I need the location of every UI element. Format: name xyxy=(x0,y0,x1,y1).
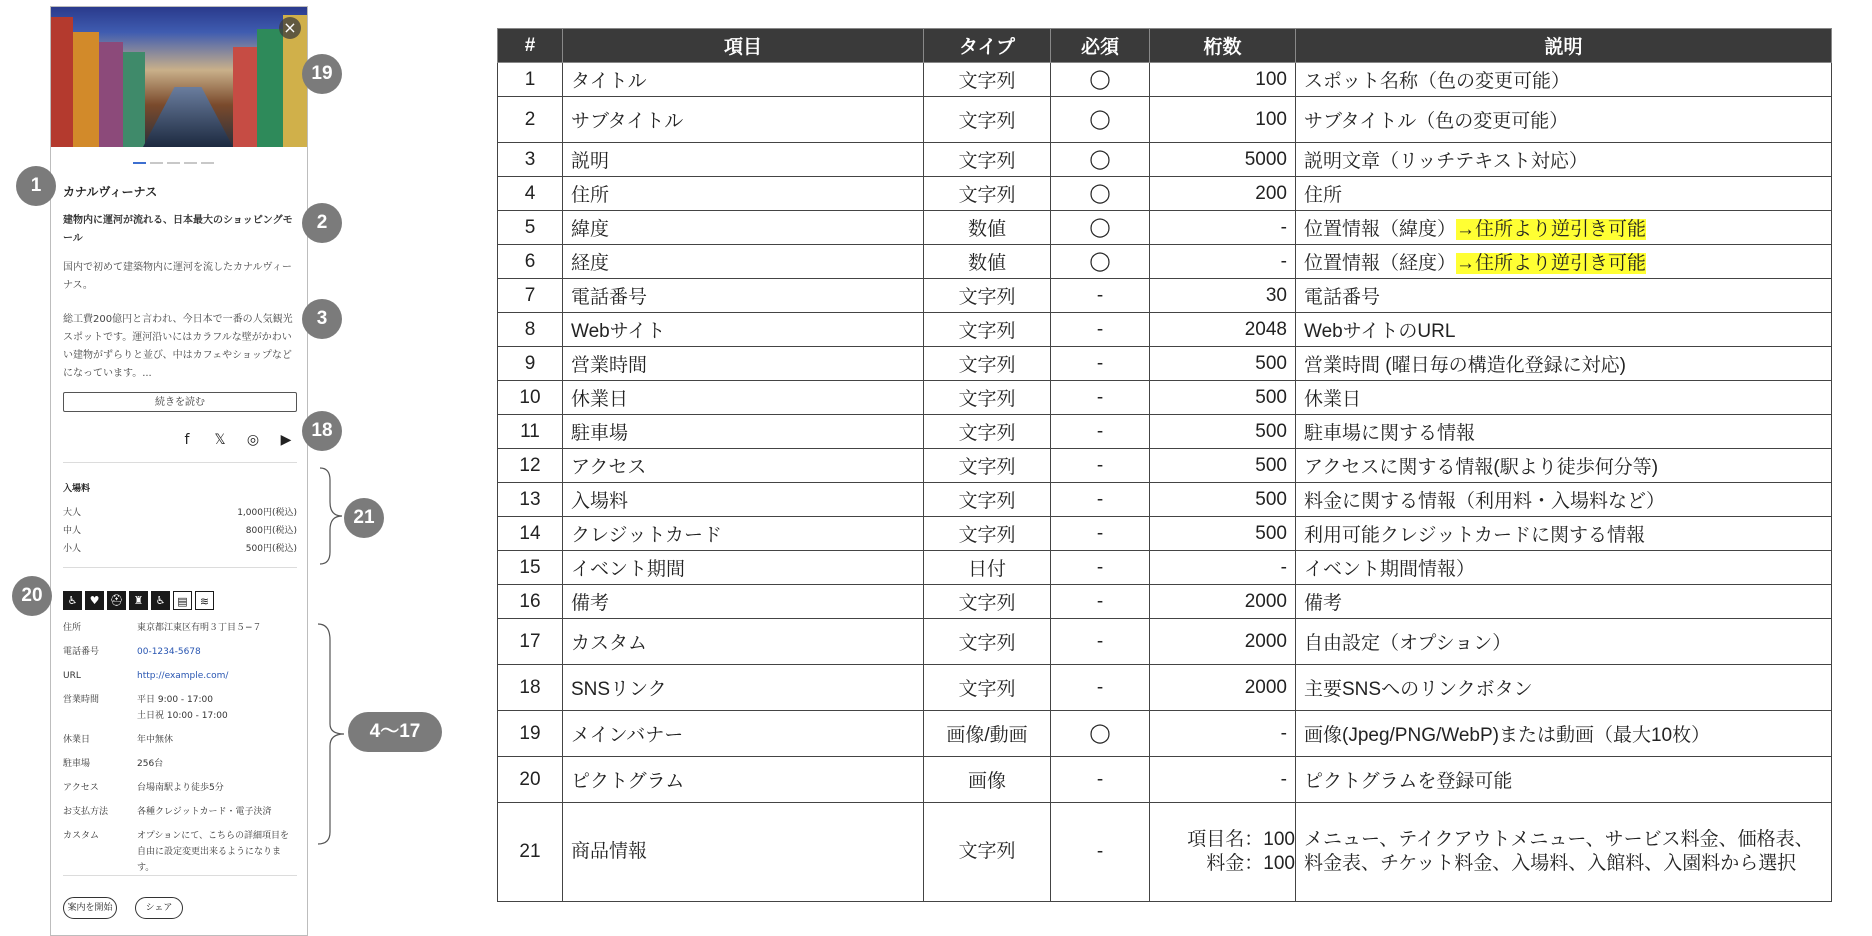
divider xyxy=(63,875,297,876)
cell-required: ◯ xyxy=(1051,245,1150,279)
cell-desc: ピクトグラムを登録可能 xyxy=(1296,757,1832,803)
spot-description-lead: 国内で初めて建築物内に運河を流したカナルヴィーナス。 xyxy=(63,262,292,291)
cell-digits: - xyxy=(1150,711,1296,757)
cell-item: アクセス xyxy=(563,449,924,483)
header-no: # xyxy=(498,29,563,63)
cell-no: 13 xyxy=(498,483,563,517)
cell-required: - xyxy=(1051,665,1150,711)
info-value: 各種クレジットカード・電子決済 xyxy=(137,807,272,817)
info-label: 駐車場 xyxy=(63,759,91,769)
cell-type: 文字列 xyxy=(924,347,1051,381)
cell-digits: 500 xyxy=(1150,517,1296,551)
table-row xyxy=(498,381,1832,415)
cell-required: - xyxy=(1051,517,1150,551)
callout-19: 19 xyxy=(302,54,342,94)
cell-required: - xyxy=(1051,619,1150,665)
cell-no: 1 xyxy=(498,63,563,97)
cell-item: サブタイトル xyxy=(563,97,924,143)
cell-desc: 営業時間 (曜日毎の構造化登録に対応) xyxy=(1296,347,1832,381)
cell-digits: 500 xyxy=(1150,381,1296,415)
desc-highlight: →住所より逆引き可能 xyxy=(1456,253,1647,274)
digits-price: 料金：100 xyxy=(1206,853,1295,874)
cell-required: ◯ xyxy=(1051,711,1150,757)
cell-required: ◯ xyxy=(1051,211,1150,245)
table-row xyxy=(498,347,1832,381)
cell-required: - xyxy=(1051,449,1150,483)
cell-no: 15 xyxy=(498,551,563,585)
table-row xyxy=(498,711,1832,757)
desc-text: 位置情報（緯度） xyxy=(1304,219,1457,240)
table-row xyxy=(498,585,1832,619)
carousel-dot[interactable] xyxy=(150,162,163,164)
cell-desc: 電話番号 xyxy=(1296,279,1832,313)
cell-no: 8 xyxy=(498,313,563,347)
spot-description-body: 総工費200億円と言われ、今日本で一番の人気観光スポットです。運河沿いにはカラフルな壁がかわいい建物がずらりと並び、中はカフェやショップなどになっています。... xyxy=(63,314,293,379)
cell-item: メインバナー xyxy=(563,711,924,757)
cell-digits: - xyxy=(1150,551,1296,585)
cell-no: 19 xyxy=(498,711,563,757)
cell-required: - xyxy=(1051,803,1150,902)
accessible-toilet-icon: ♿ xyxy=(151,591,170,610)
cell-item: タイトル xyxy=(563,63,924,97)
cell-no: 12 xyxy=(498,449,563,483)
header-type: タイプ xyxy=(924,29,1051,63)
carousel-dot[interactable] xyxy=(201,162,214,164)
cell-desc: メニュー、テイクアウトメニュー、サービス料金、価格表、料金表、チケット料金、入場料、入館料、入園料から選択 xyxy=(1296,803,1832,902)
cell-type: 画像 xyxy=(924,757,1051,803)
cell-item: 緯度 xyxy=(563,211,924,245)
cell-digits: 500 xyxy=(1150,347,1296,381)
cell-type: 画像/動画 xyxy=(924,711,1051,757)
start-guide-button[interactable]: 案内を開始 xyxy=(63,897,117,919)
cell-desc: WebサイトのURL xyxy=(1296,313,1832,347)
fee-label: 小人 xyxy=(63,544,82,554)
table-row xyxy=(498,415,1832,449)
table-row xyxy=(498,757,1832,803)
spot-subtitle: 建物内に運河が流れる、日本最大のショッピングモール xyxy=(63,215,293,244)
callout-3: 3 xyxy=(302,299,342,339)
cell-item: 駐車場 xyxy=(563,415,924,449)
header-required: 必須 xyxy=(1051,29,1150,63)
table-row xyxy=(498,245,1832,279)
cell-required: - xyxy=(1051,757,1150,803)
cell-item: イベント期間 xyxy=(563,551,924,585)
table-row xyxy=(498,63,1832,97)
cell-digits: 500 xyxy=(1150,449,1296,483)
table-row xyxy=(498,313,1832,347)
cell-required: - xyxy=(1051,585,1150,619)
info-label: 休業日 xyxy=(63,735,91,745)
table-row xyxy=(498,449,1832,483)
cell-digits: 100 xyxy=(1150,63,1296,97)
cell-desc: 主要SNSへのリンクボタン xyxy=(1296,665,1832,711)
cell-no: 14 xyxy=(498,517,563,551)
cell-desc: 画像(Jpeg/PNG/WebP)または動画（最大10枚） xyxy=(1296,711,1832,757)
cell-type: 文字列 xyxy=(924,381,1051,415)
cell-item: 電話番号 xyxy=(563,279,924,313)
read-more-button[interactable]: 続きを読む xyxy=(63,392,297,412)
wheelchair-icon: ♿ xyxy=(63,591,82,610)
table-row xyxy=(498,665,1832,711)
aed-icon: ♥ xyxy=(85,591,104,610)
cell-desc: 備考 xyxy=(1296,585,1832,619)
desc-highlight: →住所より逆引き可能 xyxy=(1456,219,1647,240)
cell-no: 5 xyxy=(498,211,563,245)
cell-item: 入場料 xyxy=(563,483,924,517)
fee-label: 中人 xyxy=(63,526,82,536)
brace-fee xyxy=(320,468,342,564)
cell-type: 文字列 xyxy=(924,585,1051,619)
fee-label: 大人 xyxy=(63,508,82,518)
cell-required: - xyxy=(1051,279,1150,313)
callout-2: 2 xyxy=(302,203,342,243)
cell-no: 6 xyxy=(498,245,563,279)
table-row xyxy=(498,551,1832,585)
wifi-icon: ≋ xyxy=(195,591,214,610)
cell-desc: イベント期間情報） xyxy=(1296,551,1832,585)
cell-item: 経度 xyxy=(563,245,924,279)
pictogram-list xyxy=(63,591,214,610)
fee-price: 1,000円(税込) xyxy=(237,508,297,518)
cell-required: ◯ xyxy=(1051,177,1150,211)
table-row xyxy=(498,517,1832,551)
info-label: 営業時間 xyxy=(63,695,100,705)
info-label: アクセス xyxy=(63,783,99,793)
cell-digits: 200 xyxy=(1150,177,1296,211)
cell-desc: 利用可能クレジットカードに関する情報 xyxy=(1296,517,1832,551)
cell-item: SNSリンク xyxy=(563,665,924,711)
fee-heading: 入場料 xyxy=(63,484,91,494)
cell-no: 2 xyxy=(498,97,563,143)
cell-desc: サブタイトル（色の変更可能） xyxy=(1296,97,1832,143)
info-label: カスタム xyxy=(63,831,100,841)
cell-item: 休業日 xyxy=(563,381,924,415)
website-link[interactable]: http://example.com/ xyxy=(137,671,229,681)
cell-type: 文字列 xyxy=(924,143,1051,177)
cell-digits: 100 xyxy=(1150,97,1296,143)
cell-no: 3 xyxy=(498,143,563,177)
callout-4-17: 4〜17 xyxy=(348,712,442,752)
table-row xyxy=(498,211,1832,245)
cell-type: 文字列 xyxy=(924,97,1051,143)
table-row xyxy=(498,97,1832,143)
fee-row xyxy=(63,505,297,518)
cell-digits: 5000 xyxy=(1150,143,1296,177)
cell-desc: 自由設定（オプション） xyxy=(1296,619,1832,665)
first-aid-icon: ⛑ xyxy=(107,591,126,610)
cell-type: 文字列 xyxy=(924,803,1051,902)
main-banner-image[interactable] xyxy=(51,7,308,147)
callout-18: 18 xyxy=(302,411,342,451)
cell-no: 20 xyxy=(498,757,563,803)
cell-digits: 2048 xyxy=(1150,313,1296,347)
table-row xyxy=(498,279,1832,313)
callout-21: 21 xyxy=(344,498,384,538)
cell-digits: - xyxy=(1150,757,1296,803)
cell-item: 住所 xyxy=(563,177,924,211)
info-value: 256台 xyxy=(137,759,164,769)
cell-item: 営業時間 xyxy=(563,347,924,381)
share-button[interactable]: シェア xyxy=(135,897,183,919)
cell-desc: 料金に関する情報（利用料・入場料など） xyxy=(1296,483,1832,517)
cell-type: 文字列 xyxy=(924,483,1051,517)
cell-desc: 休業日 xyxy=(1296,381,1832,415)
table-header-row xyxy=(498,29,1832,63)
cell-digits: 30 xyxy=(1150,279,1296,313)
callout-1: 1 xyxy=(16,166,56,206)
cell-required: - xyxy=(1051,313,1150,347)
cell-desc: アクセスに関する情報(駅より徒歩何分等) xyxy=(1296,449,1832,483)
info-value: 平日 9:00 - 17:00 xyxy=(137,695,213,705)
cell-digits: 2000 xyxy=(1150,665,1296,711)
table-row xyxy=(498,483,1832,517)
info-value: 東京都江東区有明３丁目５−７ xyxy=(137,623,262,633)
cell-item: 商品情報 xyxy=(563,803,924,902)
phone-preview xyxy=(50,6,308,936)
cell-item: クレジットカード xyxy=(563,517,924,551)
carousel-dot[interactable] xyxy=(133,162,146,164)
carousel-dot[interactable] xyxy=(184,162,197,164)
table-row xyxy=(498,619,1832,665)
cell-type: 文字列 xyxy=(924,517,1051,551)
cell-required: ◯ xyxy=(1051,97,1150,143)
divider xyxy=(63,462,297,463)
cell-digits: 500 xyxy=(1150,415,1296,449)
youtube-icon[interactable]: ▶ xyxy=(280,432,292,448)
info-label: 住所 xyxy=(63,623,82,633)
close-icon[interactable]: × xyxy=(279,17,301,39)
cell-item: 説明 xyxy=(563,143,924,177)
cell-type: 文字列 xyxy=(924,415,1051,449)
cell-no: 18 xyxy=(498,665,563,711)
cell-item: カスタム xyxy=(563,619,924,665)
cell-required: - xyxy=(1051,551,1150,585)
cell-required: - xyxy=(1051,381,1150,415)
cell-desc: スポット名称（色の変更可能） xyxy=(1296,63,1832,97)
spot-title: カナルヴィーナス xyxy=(63,185,158,199)
cell-digits: 500 xyxy=(1150,483,1296,517)
cell-type: 日付 xyxy=(924,551,1051,585)
cell-type: 数値 xyxy=(924,211,1051,245)
fee-row xyxy=(63,541,297,554)
cell-desc: 説明文章（リッチテキスト対応） xyxy=(1296,143,1832,177)
fee-price: 800円(税込) xyxy=(245,526,297,536)
canal-image-detail xyxy=(143,87,233,147)
header-digits: 桁数 xyxy=(1150,29,1296,63)
cell-item: Webサイト xyxy=(563,313,924,347)
cell-required: - xyxy=(1051,483,1150,517)
info-value: 年中無休 xyxy=(137,735,174,745)
info-value: 土日祝 10:00 - 17:00 xyxy=(137,711,228,721)
fee-row xyxy=(63,523,297,536)
cell-type: 文字列 xyxy=(924,449,1051,483)
cell-no: 4 xyxy=(498,177,563,211)
cell-no: 16 xyxy=(498,585,563,619)
cell-item: 備考 xyxy=(563,585,924,619)
field-spec-table xyxy=(497,28,1832,902)
callout-20: 20 xyxy=(12,576,52,616)
instagram-icon[interactable]: ◎ xyxy=(246,432,260,448)
brace-info xyxy=(318,624,344,844)
brace-lines xyxy=(312,460,348,850)
cell-type: 数値 xyxy=(924,245,1051,279)
carousel-indicator[interactable] xyxy=(133,162,214,164)
phone-link[interactable]: 00-1234-5678 xyxy=(137,647,201,657)
table-row xyxy=(498,803,1832,902)
info-label: 電話番号 xyxy=(63,647,100,657)
atm-icon: ▤ xyxy=(173,591,192,610)
cell-no: 17 xyxy=(498,619,563,665)
cell-required: - xyxy=(1051,347,1150,381)
cell-no: 9 xyxy=(498,347,563,381)
cell-digits: - xyxy=(1150,245,1296,279)
fee-price: 500円(税込) xyxy=(245,544,297,554)
table-row xyxy=(498,177,1832,211)
cell-type: 文字列 xyxy=(924,279,1051,313)
cell-type: 文字列 xyxy=(924,313,1051,347)
cell-type: 文字列 xyxy=(924,177,1051,211)
header-desc: 説明 xyxy=(1296,29,1832,63)
cell-required: - xyxy=(1051,415,1150,449)
info-label: URL xyxy=(63,671,81,681)
cell-digits: 2000 xyxy=(1150,619,1296,665)
x-twitter-icon[interactable]: 𝕏 xyxy=(214,432,226,448)
info-value: 台場南駅より徒歩5分 xyxy=(137,783,224,793)
cell-no: 10 xyxy=(498,381,563,415)
cell-digits xyxy=(1150,803,1296,902)
cell-desc xyxy=(1296,245,1832,279)
cell-type: 文字列 xyxy=(924,619,1051,665)
header-item: 項目 xyxy=(563,29,924,63)
cell-required: ◯ xyxy=(1051,63,1150,97)
cell-desc: 住所 xyxy=(1296,177,1832,211)
desc-text: 位置情報（経度） xyxy=(1304,253,1457,274)
cell-digits: - xyxy=(1150,211,1296,245)
table-row xyxy=(498,143,1832,177)
cell-type: 文字列 xyxy=(924,665,1051,711)
cell-required: ◯ xyxy=(1051,143,1150,177)
cell-no: 7 xyxy=(498,279,563,313)
info-label: お支払方法 xyxy=(63,807,109,817)
cell-no: 21 xyxy=(498,803,563,902)
cell-digits: 2000 xyxy=(1150,585,1296,619)
cell-no: 11 xyxy=(498,415,563,449)
facebook-icon[interactable]: f xyxy=(184,432,190,448)
divider xyxy=(63,567,297,568)
cell-desc xyxy=(1296,211,1832,245)
cell-item: ピクトグラム xyxy=(563,757,924,803)
locker-icon: ♜ xyxy=(129,591,148,610)
info-value: オプションにて、こちらの詳細項目を自由に設定変更出来るようになります。 xyxy=(137,831,290,873)
cell-desc: 駐車場に関する情報 xyxy=(1296,415,1832,449)
digits-item-name: 項目名：100 xyxy=(1187,829,1295,850)
sns-links xyxy=(177,431,296,449)
cell-type: 文字列 xyxy=(924,63,1051,97)
carousel-dot[interactable] xyxy=(167,162,180,164)
